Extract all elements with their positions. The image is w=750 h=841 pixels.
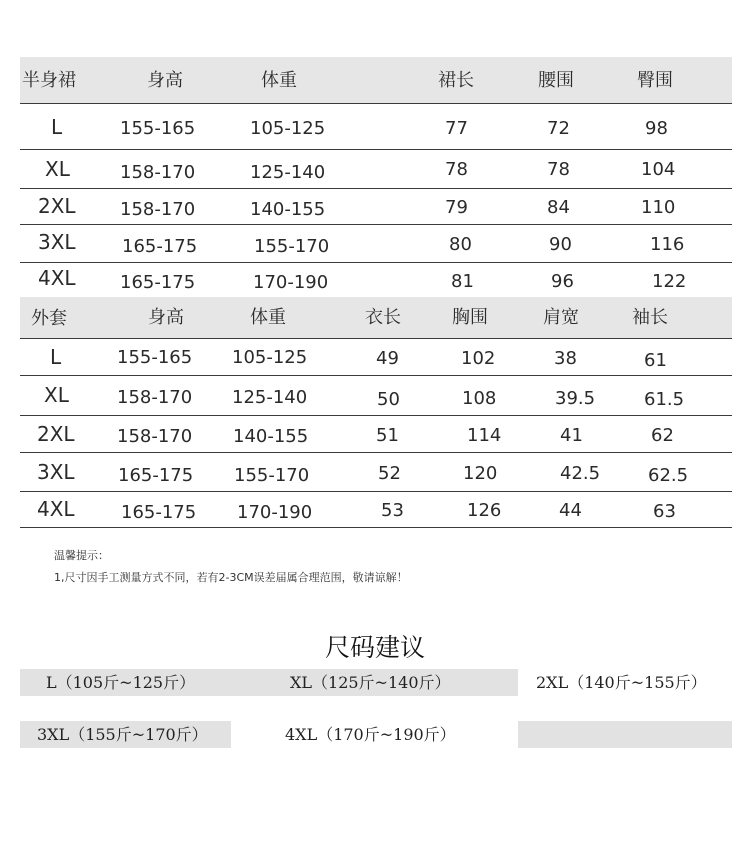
size-label: 3XL [37, 460, 75, 484]
tips-title: 温馨提示： [54, 549, 109, 562]
chest-value: 102 [461, 348, 496, 369]
weight-value: 125-140 [232, 387, 308, 408]
table-row [20, 263, 732, 297]
length-value: 53 [381, 500, 404, 521]
table-row [20, 104, 732, 150]
size-label: 2XL [38, 194, 76, 218]
table-row [20, 189, 732, 225]
recommend-cell-4xl [231, 721, 518, 748]
table-row [20, 225, 732, 263]
weight-value: 125-140 [250, 162, 326, 183]
waist-value: 78 [547, 159, 570, 180]
length-value: 79 [445, 197, 468, 218]
coat-header-height: 身高 [148, 307, 184, 328]
chest-value: 108 [462, 388, 497, 409]
sleeve-value: 61.5 [644, 389, 685, 410]
recommend-label-4xl: 4XL（170斤~190斤） [285, 725, 456, 744]
table-row [20, 453, 732, 492]
sleeve-value: 61 [644, 350, 667, 371]
weight-value: 140-155 [250, 199, 326, 220]
height-value: 155-165 [120, 118, 196, 139]
waist-value: 72 [547, 118, 570, 139]
length-value: 78 [445, 159, 468, 180]
sleeve-value: 63 [653, 501, 676, 522]
hip-value: 110 [641, 197, 676, 218]
chest-value: 114 [467, 425, 502, 446]
height-value: 165-175 [121, 502, 197, 523]
coat-header-row [20, 297, 732, 339]
weight-value: 105-125 [232, 347, 308, 368]
shoulder-value: 42.5 [560, 463, 601, 484]
recommend-cell-l [20, 669, 231, 696]
recommend-cell-xl [231, 669, 518, 696]
hip-value: 122 [652, 271, 687, 292]
weight-value: 140-155 [233, 426, 309, 447]
chest-value: 120 [463, 463, 498, 484]
waist-value: 90 [549, 234, 572, 255]
height-value: 155-165 [117, 347, 193, 368]
coat-header-size: 外套 [31, 308, 67, 329]
size-label: 4XL [37, 497, 75, 521]
hip-value: 98 [645, 118, 668, 139]
height-value: 165-175 [122, 236, 198, 257]
skirt-header-length: 裙长 [438, 70, 474, 91]
hip-value: 104 [641, 159, 676, 180]
recommend-label-2xl: 2XL（140斤~155斤） [536, 673, 707, 692]
shoulder-value: 41 [560, 425, 583, 446]
size-label: 3XL [38, 230, 76, 254]
size-label: XL [44, 383, 69, 407]
size-label: 2XL [37, 422, 75, 446]
height-value: 158-170 [117, 387, 193, 408]
shoulder-value: 44 [559, 500, 582, 521]
height-value: 158-170 [120, 199, 196, 220]
size-label: 4XL [38, 266, 76, 290]
weight-value: 155-170 [254, 236, 330, 257]
skirt-header-height: 身高 [147, 70, 183, 91]
length-value: 50 [377, 389, 400, 410]
chest-value: 126 [467, 500, 502, 521]
length-value: 77 [445, 118, 468, 139]
length-value: 81 [451, 271, 474, 292]
length-value: 51 [376, 425, 399, 446]
size-label: XL [45, 157, 70, 181]
sleeve-value: 62.5 [648, 465, 689, 486]
height-value: 165-175 [120, 272, 196, 293]
weight-value: 155-170 [234, 465, 310, 486]
waist-value: 84 [547, 197, 570, 218]
weight-value: 170-190 [253, 272, 329, 293]
height-value: 158-170 [117, 426, 193, 447]
skirt-header-waist: 腰围 [538, 70, 574, 91]
size-recommendation-title: 尺码建议 [324, 633, 425, 662]
recommend-cell-empty [518, 721, 732, 748]
waist-value: 96 [551, 271, 574, 292]
length-value: 52 [378, 463, 401, 484]
length-value: 49 [376, 348, 399, 369]
skirt-header-row [20, 57, 732, 104]
shoulder-value: 38 [554, 348, 577, 369]
skirt-header-size: 半身裙 [22, 70, 76, 91]
measurement-tips [54, 545, 408, 589]
coat-header-length: 衣长 [365, 307, 401, 328]
skirt-header-weight: 体重 [261, 70, 297, 91]
length-value: 80 [449, 234, 472, 255]
recommend-cell-2xl [518, 669, 732, 696]
hip-value: 116 [650, 234, 685, 255]
coat-header-chest: 胸围 [452, 307, 488, 328]
tips-line-1: 1,尺寸因手工测量方式不同，若有2-3CM误差届属合理范围，敬请谅解！ [54, 571, 408, 584]
sleeve-value: 62 [651, 425, 674, 446]
table-row [20, 376, 732, 416]
shoulder-value: 39.5 [555, 388, 596, 409]
recommend-label-3xl: 3XL（155斤~170斤） [37, 725, 208, 744]
coat-header-shoulder: 肩宽 [543, 307, 579, 328]
coat-header-sleeve: 袖长 [632, 307, 668, 328]
table-row [20, 150, 732, 189]
table-row [20, 492, 732, 528]
recommend-label-xl: XL（125斤~140斤） [290, 673, 451, 692]
skirt-header-hip: 臀围 [637, 70, 673, 91]
coat-header-weight: 体重 [250, 307, 286, 328]
table-row [20, 416, 732, 453]
size-label: L [51, 115, 63, 139]
recommend-cell-3xl [20, 721, 231, 748]
height-value: 165-175 [118, 465, 194, 486]
weight-value: 105-125 [250, 118, 326, 139]
height-value: 158-170 [120, 162, 196, 183]
table-row [20, 339, 732, 376]
size-label: L [50, 345, 62, 369]
recommend-label-l: L（105斤~125斤） [46, 673, 196, 692]
weight-value: 170-190 [237, 502, 313, 523]
